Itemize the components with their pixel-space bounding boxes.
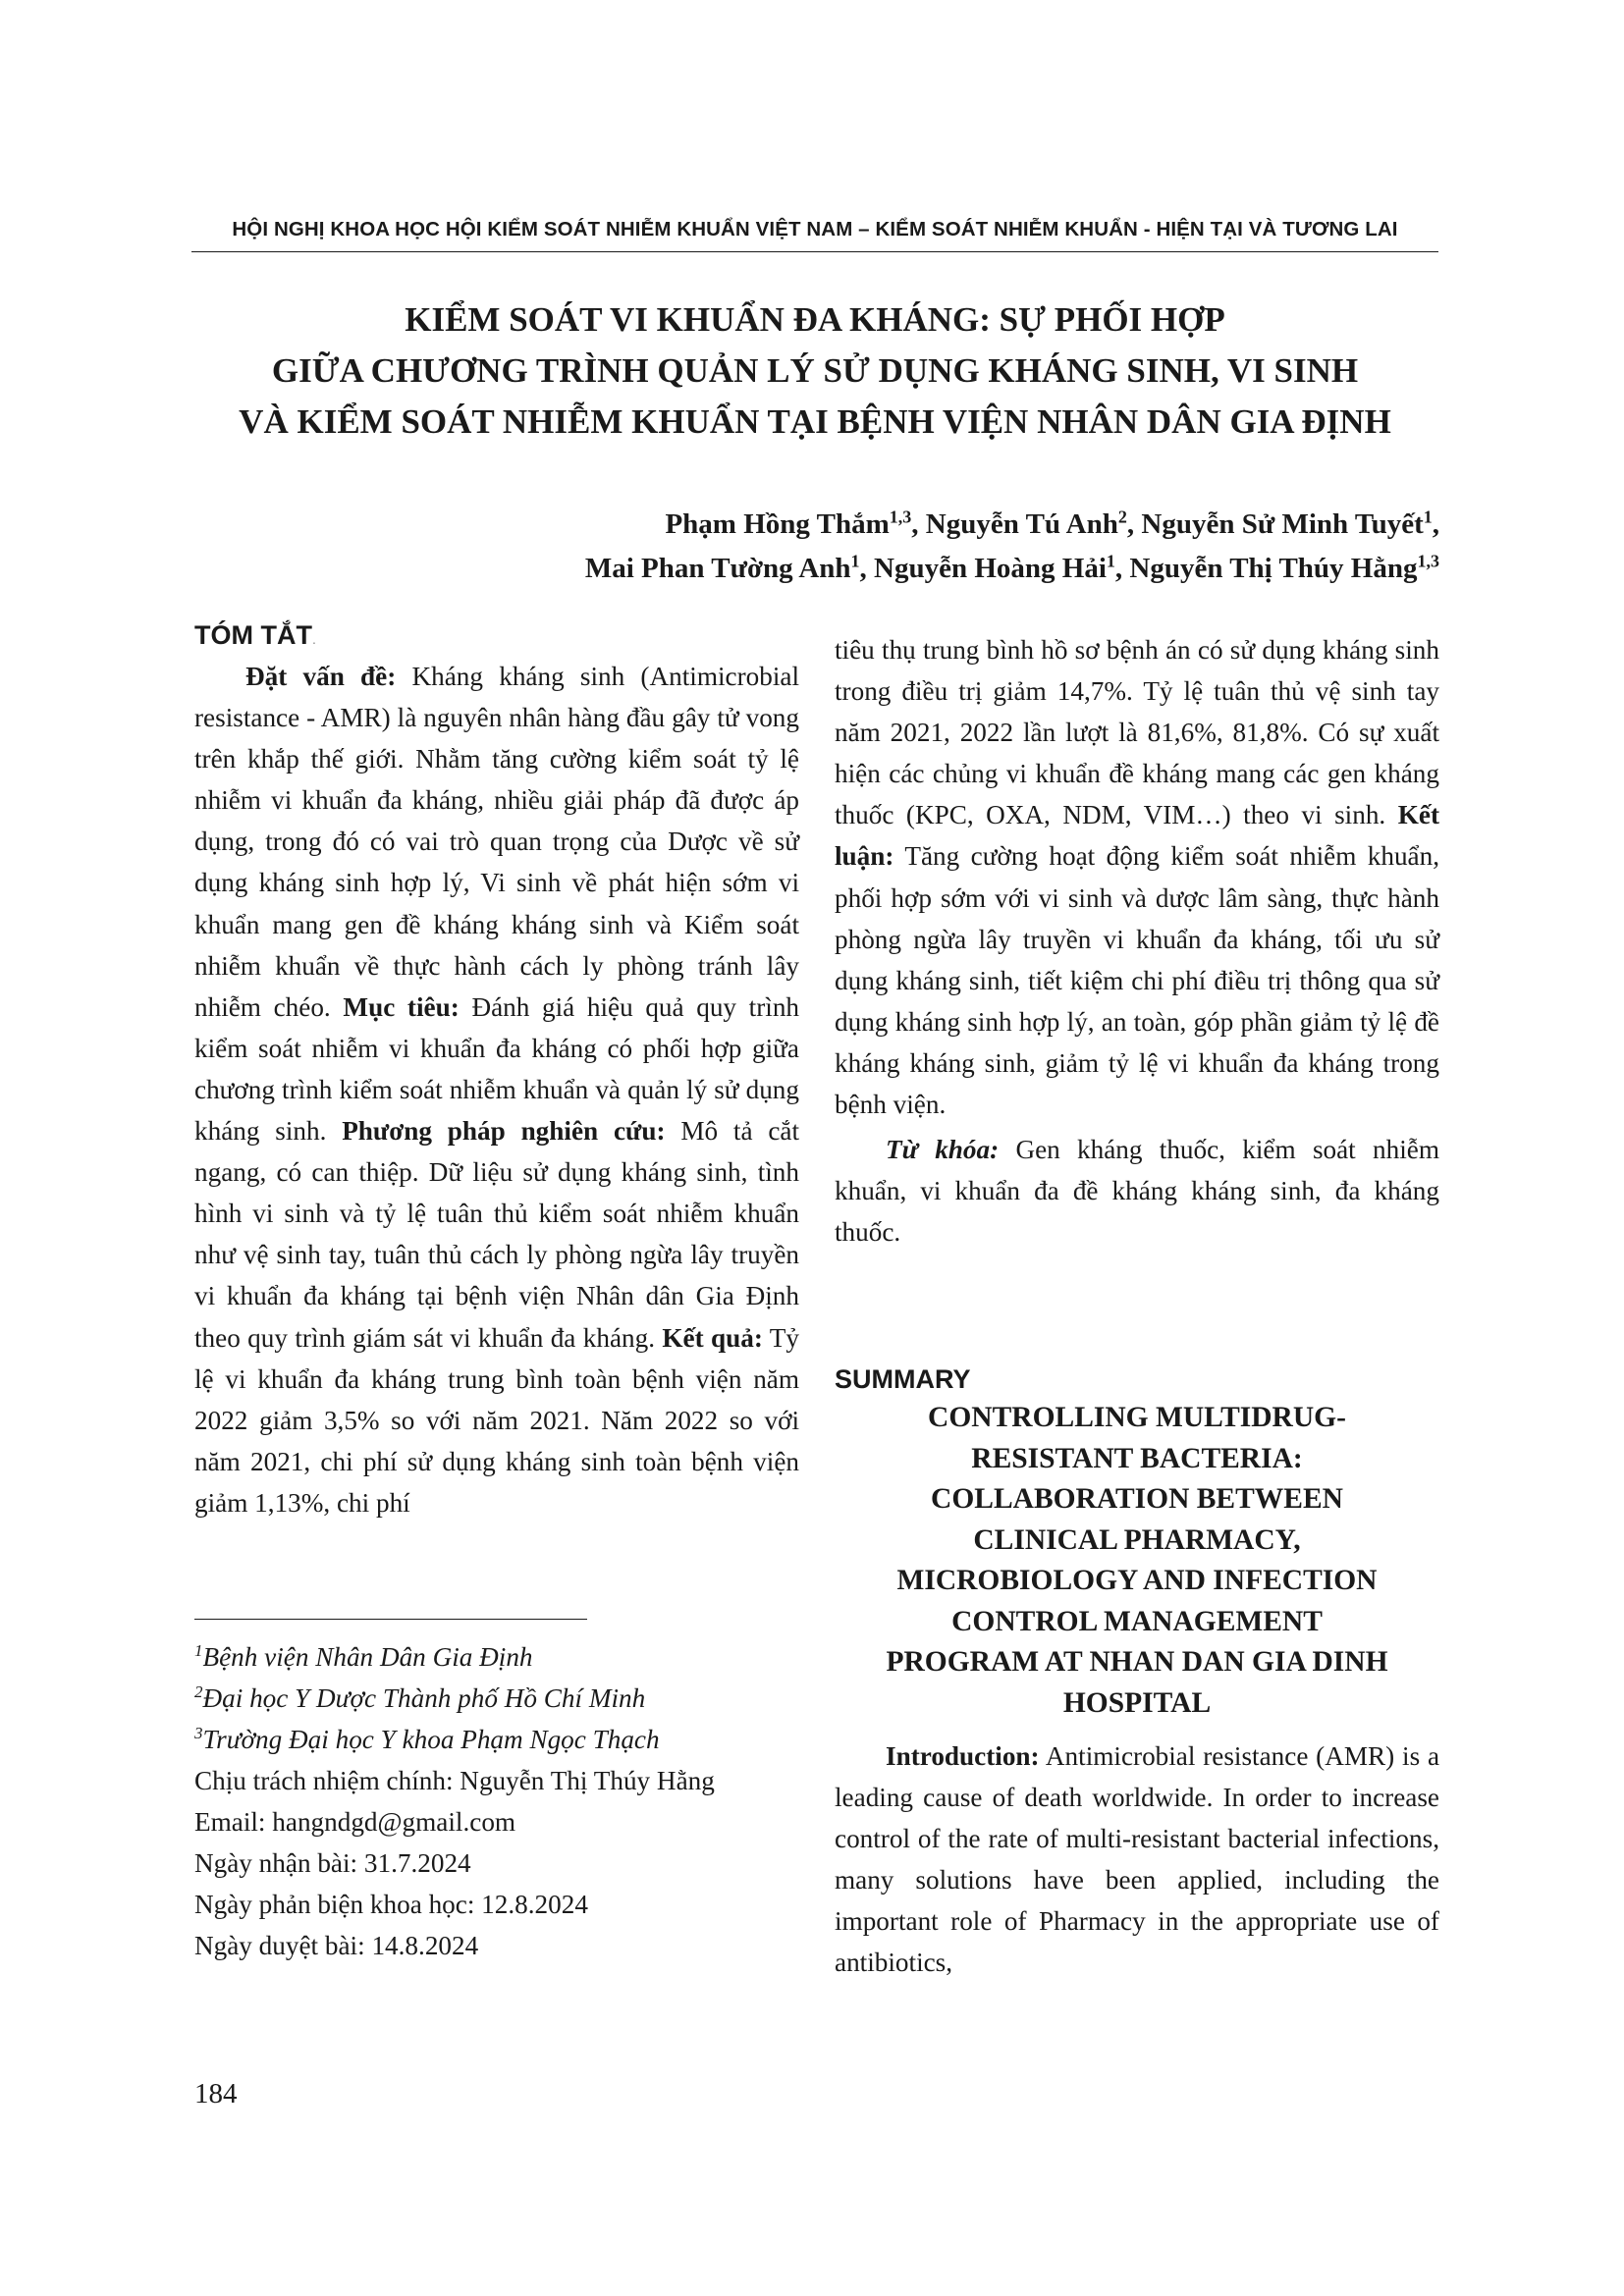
affiliation-mark: 3 [194, 1723, 203, 1742]
author-line: Phạm Hồng Thắm$^{1,3}$, Nguyễn Tú Anh$^2$, Nguyễn Sử Minh Tuyết$^1$, [665, 507, 1439, 540]
page-number: 184 [194, 2078, 238, 2109]
abstract-heading-text: TÓM TẮT [194, 620, 312, 650]
date-accepted: Ngày duyệt bài: 14.8.2024 [194, 1931, 479, 1960]
affiliation-mark: 2 [194, 1682, 203, 1701]
english-title-line: PROGRAM AT NHAN DAN GIA DINH [886, 1646, 1388, 1678]
objective-text: Đánh giá hiệu quả quy trình kiểm soát nhiễm vi khuẩn đa kháng có phối hợp giữa chương trình kiểm soát nhiễm khuẩn và quản lý sử dụng kháng sinh. [194, 991, 800, 1147]
abstract-paragraph [194, 656, 799, 1523]
intro-text: Antimicrobial resistance (AMR) is a leading cause of death worldwide. In order to increase control of the rate of multi-resistant bacterial infections, many solutions have been applied, including the important role of Pharmacy in the appropriate use of antibiotics, [835, 1741, 1440, 1978]
summary-heading: SUMMARY [835, 1364, 971, 1394]
author-affiliation-mark: 1,3 [1417, 551, 1439, 571]
author-name: Nguyễn Hoàng Hải [874, 553, 1107, 584]
author-name: Phạm Hồng Thắm [665, 508, 890, 540]
author-name: Nguyễn Sử Minh Tuyết [1141, 508, 1424, 540]
background-label: Đặt vấn đề: [245, 662, 397, 691]
author-name: Mai Phan Tường Anh [584, 553, 851, 584]
conclusion-text: Tăng cường hoạt động kiểm soát nhiễm khuẩn, phối hợp sớm với vi sinh và dược lâm sàng, thực hành phòng ngừa lây truyền vi khuẩn đa kháng, tối ưu sử dụng kháng sinh, tiết kiệm chi phí điều trị thông qua sử dụng kháng sinh hợp lý, an toàn, góp phần giảm tỷ lệ đề kháng kháng sinh, giảm tỷ lệ vi khuẩn đa kháng trong bệnh viện. [835, 841, 1439, 1120]
results-label: Kết quả: [662, 1322, 763, 1353]
author-affiliation-mark: 1,3 [889, 507, 912, 527]
running-header: HỘI NGHỊ KHOA HỌC HỘI KIỂM SOÁT NHIỄM KHUẨN VIỆT NAM – KIỂM SOÁT NHIỄM KHUẨN - HIỆN TẠI VÀ TƯƠNG LAI [232, 218, 1398, 240]
email: Email: hangndgd@gmail.com [194, 1807, 516, 1837]
header-rule [191, 251, 1438, 252]
abstract-paragraph-continued [835, 629, 1439, 1125]
paper-title [191, 294, 1438, 448]
author-name: Nguyễn Tú Anh [925, 508, 1118, 540]
author-name: Nguyễn Thị Thúy Hằng [1129, 553, 1418, 584]
author-affiliation-mark: 1 [1423, 507, 1433, 527]
english-title-line: CONTROLLING MULTIDRUG- [928, 1402, 1346, 1433]
english-introduction [835, 1735, 1439, 1984]
keywords-label: Từ khóa: [886, 1135, 1000, 1165]
english-title-line: COLLABORATION BETWEEN [931, 1483, 1343, 1515]
keywords-paragraph [835, 1129, 1439, 1253]
author-affiliation-mark: 2 [1117, 507, 1127, 527]
heading-dot: . [311, 631, 316, 647]
methods-label: Phương pháp nghiên cứu: [342, 1116, 666, 1147]
english-title-line: CONTROL MANAGEMENT [951, 1605, 1323, 1637]
keywords-text: Gen kháng thuốc, kiểm soát nhiễm khuẩn, vi khuẩn đa đề kháng kháng sinh, đa kháng thuốc. [835, 1135, 1439, 1248]
affiliation-text: Trường Đại học Y khoa Phạm Ngọc Thạch [202, 1725, 660, 1754]
footnotes [194, 1636, 803, 1966]
objective-label: Mục tiêu: [343, 991, 460, 1022]
results-text-left: Tỷ lệ vi khuẩn đa kháng trung bình toàn bệnh viện năm 2022 giảm 3,5% so với năm 2021. Năm 2022 so với năm 2021, chi phí sử dụng kháng sinh toàn bệnh viện giảm 1,13%, chi phí [194, 1322, 799, 1518]
affiliation-mark: 1 [194, 1640, 203, 1660]
methods-text: Mô tả cắt ngang, có can thiệp. Dữ liệu sử dụng kháng sinh, tình hình vi sinh và tỷ lệ tuân thủ kiểm soát nhiễm khuẩn như vệ sinh tay, tuân thủ cách ly phòng ngừa lây truyền vi khuẩn đa kháng tại bệnh viện Nhân dân Gia Định theo quy trình giám sát vi khuẩn đa kháng. [194, 1116, 800, 1353]
english-title-line: MICROBIOLOGY AND INFECTION [896, 1565, 1378, 1596]
abstract-heading [194, 614, 316, 660]
corresponding-author: Chịu trách nhiệm chính: Nguyễn Thị Thúy Hằng [194, 1766, 715, 1795]
author-line: Mai Phan Tường Anh$^1$, Nguyễn Hoàng Hải$^1$, Nguyễn Thị Thúy Hằng$^{1,3}$ [584, 551, 1439, 584]
affiliation-1 [194, 1636, 803, 1678]
abstract-right-column [835, 629, 1439, 1253]
date-reviewed: Ngày phản biện khoa học: 12.8.2024 [194, 1890, 588, 1919]
author-list [585, 503, 1439, 591]
affiliation-text: Đại học Y Dược Thành phố Hồ Chí Minh [202, 1683, 646, 1713]
title-line: GIỮA CHƯƠNG TRÌNH QUẢN LÝ SỬ DỤNG KHÁNG SINH, VI SINH [271, 351, 1359, 390]
affiliation-text: Bệnh viện Nhân Dân Gia Định [202, 1642, 533, 1672]
intro-label: Introduction: [886, 1741, 1040, 1771]
author-affiliation-mark: 1 [850, 551, 860, 571]
intro-paragraph [835, 1735, 1439, 1984]
background-text: Kháng kháng sinh (Antimicrobial resistance - AMR) là nguyên nhân hàng đầu gây tử vong trên khắp thế giới. Nhằm tăng cường kiểm soát tỷ lệ nhiễm vi khuẩn đa kháng, nhiều giải pháp đã được áp dụng, trong đó có vai trò quan trọng của Dược về sử dụng kháng sinh hợp lý, Vi sinh về phát hiện sớm vi khuẩn mang gen đề kháng kháng sinh và Kiểm soát nhiễm khuẩn về thực hành cách ly phòng tránh lây nhiễm chéo. [194, 662, 799, 1022]
affiliation-3 [194, 1719, 803, 1760]
english-title-line: CLINICAL PHARMACY, [973, 1523, 1301, 1556]
conclusion-label: Kết luận: [835, 800, 1440, 872]
abstract-left-column [194, 656, 799, 1523]
english-title-line: RESISTANT BACTERIA: [971, 1442, 1303, 1474]
author-affiliation-mark: 1 [1106, 551, 1115, 571]
english-title-line: HOSPITAL [1062, 1686, 1212, 1719]
footnote-rule [194, 1619, 587, 1620]
title-line: KIỂM SOÁT VI KHUẨN ĐA KHÁNG: SỰ PHỐI HỢP [405, 300, 1225, 339]
results-text-right: tiêu thụ trung bình hồ sơ bệnh án có sử dụng kháng sinh trong điều trị giảm 14,7%. Tỷ lệ tuân thủ vệ sinh tay năm 2021, 2022 lần lượt là 81,6%, 81,8%. Có sự xuất hiện các chủng vi khuẩn đề kháng mang các gen kháng thuốc (KPC, OXA, NDM, VIM…) theo vi sinh. [835, 635, 1439, 830]
affiliation-2 [194, 1678, 803, 1719]
date-received: Ngày nhận bài: 31.7.2024 [194, 1848, 471, 1878]
english-title [835, 1398, 1439, 1724]
title-line: VÀ KIỂM SOÁT NHIỄM KHUẨN TẠI BỆNH VIỆN NHÂN DÂN GIA ĐỊNH [239, 402, 1391, 441]
